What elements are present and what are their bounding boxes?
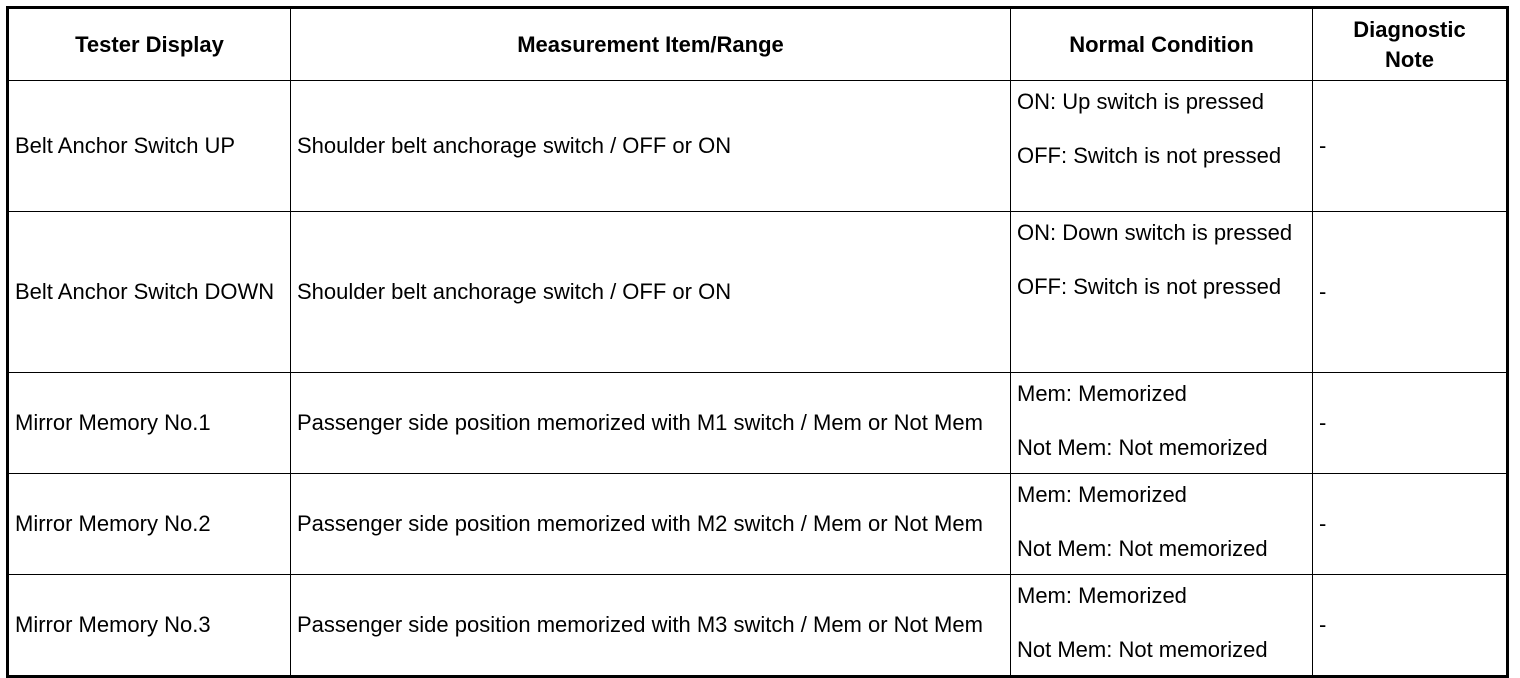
- diagnostic-note-cell: -: [1313, 212, 1508, 373]
- tester-display-cell: Belt Anchor Switch DOWN: [8, 212, 291, 373]
- measurement-item-cell: Shoulder belt anchorage switch / OFF or ON: [291, 212, 1011, 373]
- diagnostic-note-cell: -: [1313, 474, 1508, 575]
- table-row: [8, 373, 1508, 474]
- condition-off: OFF: Switch is not pressed: [1017, 274, 1282, 299]
- condition-mem: Mem: Memorized: [1017, 583, 1187, 608]
- normal-condition-cell: [1011, 81, 1313, 212]
- normal-condition-cell: [1011, 474, 1313, 575]
- measurement-item-cell: Passenger side position memorized with M1 switch / Mem or Not Mem: [291, 373, 1011, 474]
- condition-not-mem: Not Mem: Not memorized: [1017, 435, 1268, 460]
- condition-mem: Mem: Memorized: [1017, 482, 1187, 507]
- condition-not-mem: Not Mem: Not memorized: [1017, 637, 1268, 662]
- diagnostic-note-cell: -: [1313, 373, 1508, 474]
- header-normal-condition: Normal Condition: [1011, 8, 1313, 81]
- normal-condition-cell: [1011, 575, 1313, 677]
- diagnostic-note-cell: -: [1313, 575, 1508, 677]
- tester-display-cell: Mirror Memory No.2: [8, 474, 291, 575]
- condition-on: ON: Down switch is pressed: [1017, 220, 1293, 245]
- condition-off: OFF: Switch is not pressed: [1017, 143, 1282, 168]
- data-list-table: [6, 6, 1509, 678]
- table-row: [8, 212, 1508, 373]
- diagnostic-note-cell: -: [1313, 81, 1508, 212]
- table-header-row: [8, 8, 1508, 81]
- measurement-item-cell: Passenger side position memorized with M2 switch / Mem or Not Mem: [291, 474, 1011, 575]
- tester-display-cell: Belt Anchor Switch UP: [8, 81, 291, 212]
- condition-mem: Mem: Memorized: [1017, 381, 1187, 406]
- table-row: [8, 575, 1508, 677]
- tester-display-cell: Mirror Memory No.1: [8, 373, 291, 474]
- measurement-item-cell: Shoulder belt anchorage switch / OFF or ON: [291, 81, 1011, 212]
- tester-display-cell: Mirror Memory No.3: [8, 575, 291, 677]
- table-row: [8, 81, 1508, 212]
- condition-not-mem: Not Mem: Not memorized: [1017, 536, 1268, 561]
- header-diagnostic-note: Diagnostic Note: [1313, 8, 1508, 81]
- header-measurement-item: Measurement Item/Range: [291, 8, 1011, 81]
- table-row: [8, 474, 1508, 575]
- normal-condition-cell: [1011, 373, 1313, 474]
- normal-condition-cell: [1011, 212, 1313, 373]
- header-tester-display: Tester Display: [8, 8, 291, 81]
- measurement-item-cell: Passenger side position memorized with M3 switch / Mem or Not Mem: [291, 575, 1011, 677]
- condition-on: ON: Up switch is pressed: [1017, 89, 1264, 114]
